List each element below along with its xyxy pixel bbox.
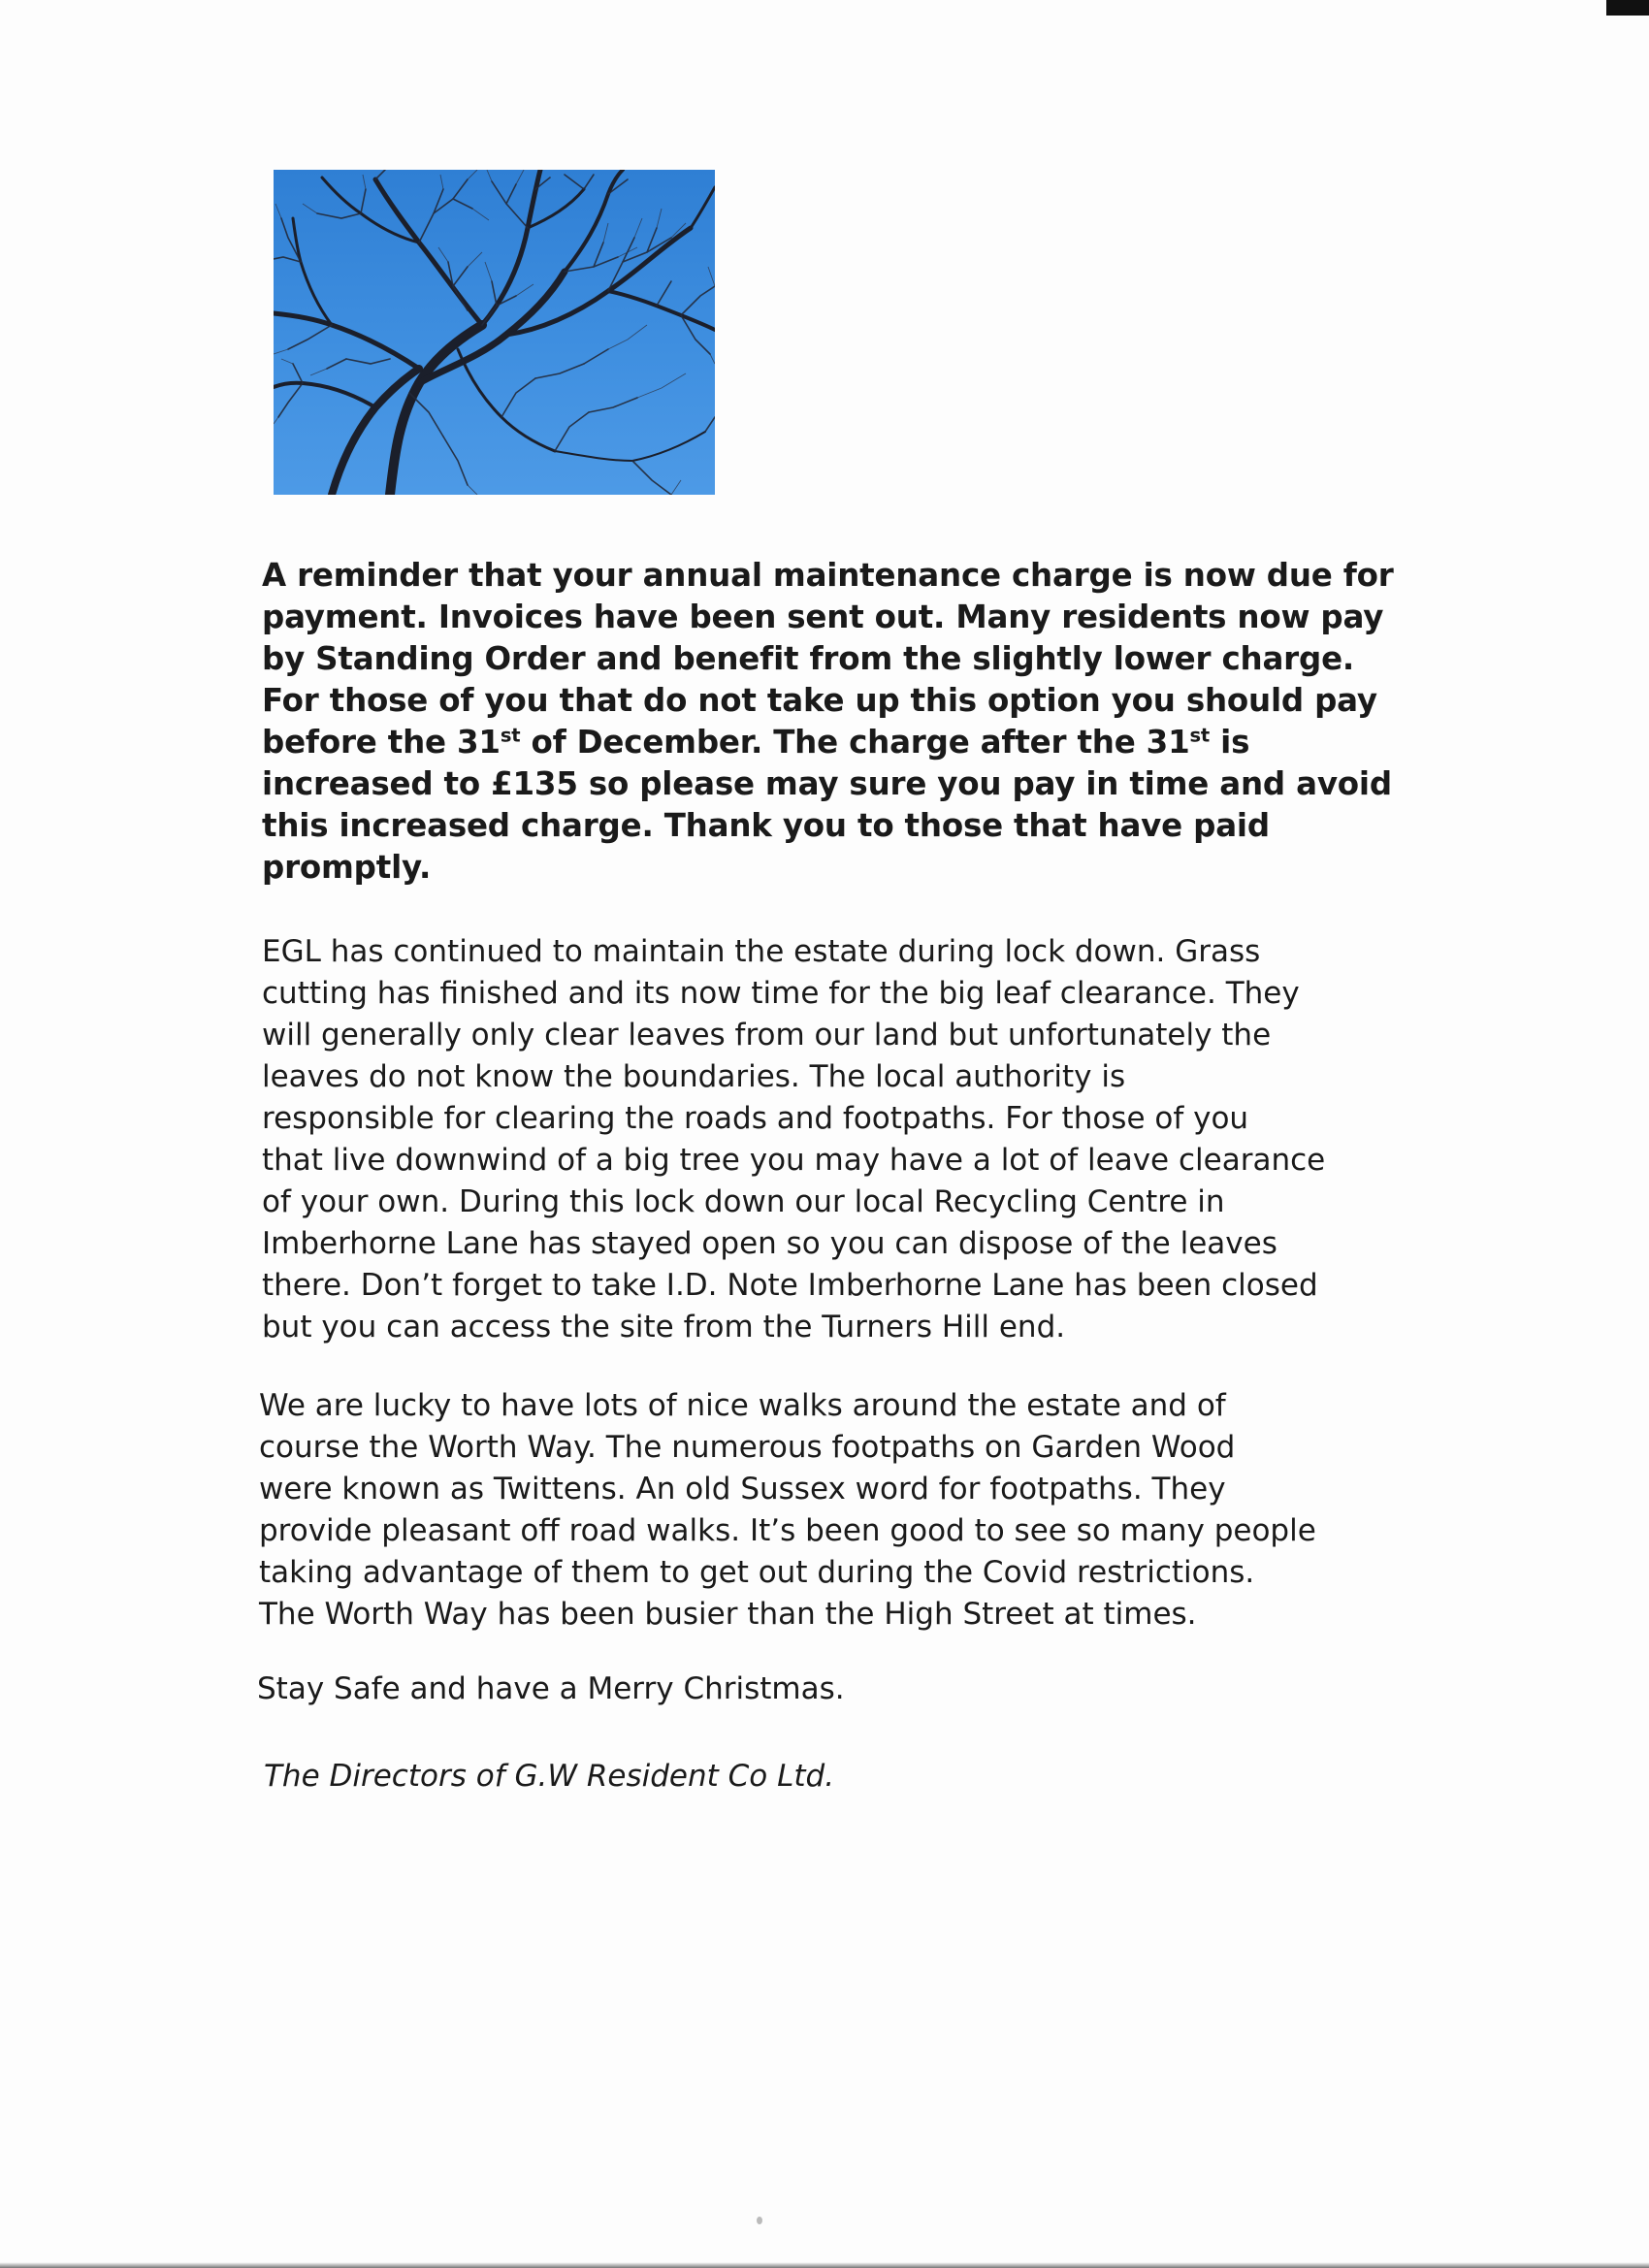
reminder-text: is xyxy=(1210,724,1250,761)
ordinal-suffix: st xyxy=(500,724,521,747)
scan-bottom-edge xyxy=(0,2262,1649,2268)
reminder-paragraph xyxy=(262,555,1394,889)
walks-line: were known as Twittens. An old Sussex word for footpaths. They xyxy=(259,1472,1226,1507)
reminder-line: For those of you that do not take up this option you should pay xyxy=(262,682,1377,719)
walks-line: We are lucky to have lots of nice walks around the estate and of xyxy=(259,1388,1226,1423)
egl-line: EGL has continued to maintain the estate during lock down. Grass xyxy=(262,934,1261,969)
reminder-line: promptly. xyxy=(262,849,432,886)
reminder-line: payment. Invoices have been sent out. Many residents now pay xyxy=(262,599,1384,635)
reminder-line: increased to £135 so please may sure you pay in time and avoid xyxy=(262,765,1392,802)
egl-line: will generally only clear leaves from our land but unfortunately the xyxy=(262,1018,1272,1053)
reminder-line: A reminder that your annual maintenance charge is now due for xyxy=(262,557,1394,594)
walks-line: course the Worth Way. The numerous footpaths on Garden Wood xyxy=(259,1430,1236,1465)
walks-paragraph xyxy=(259,1385,1345,1636)
egl-line: leaves do not know the boundaries. The local authority is xyxy=(262,1059,1126,1094)
closing-greeting: Stay Safe and have a Merry Christmas. xyxy=(257,1671,845,1706)
egl-line: of your own. During this lock down our local Recycling Centre in xyxy=(262,1184,1225,1219)
reminder-line: this increased charge. Thank you to those that have paid xyxy=(262,807,1270,844)
reminder-text: before the 31 xyxy=(262,724,501,761)
reminder-line: by Standing Order and benefit from the slightly lower charge. xyxy=(262,640,1355,677)
tree-branches-illustration xyxy=(274,170,715,495)
egl-maintenance-paragraph xyxy=(262,931,1348,1348)
walks-line: The Worth Way has been busier than the High Street at times. xyxy=(259,1597,1197,1632)
scan-speck xyxy=(757,2217,762,2224)
walks-line: provide pleasant off road walks. It’s been good to see so many people xyxy=(259,1513,1316,1548)
reminder-line xyxy=(262,722,1348,763)
signature-line: The Directors of G.W Resident Co Ltd. xyxy=(264,1759,835,1794)
egl-line: that live downwind of a big tree you may have a lot of leave clearance xyxy=(262,1143,1326,1178)
egl-line: there. Don’t forget to take I.D. Note Imberhorne Lane has been closed xyxy=(262,1268,1318,1303)
egl-line: cutting has finished and its now time for the big leaf clearance. They xyxy=(262,976,1300,1011)
egl-line: but you can access the site from the Turners Hill end. xyxy=(262,1310,1066,1345)
scan-corner-mark xyxy=(1606,0,1649,16)
egl-line: Imberhorne Lane has stayed open so you can dispose of the leaves xyxy=(262,1226,1277,1261)
reminder-text: of December. The charge after the 31 xyxy=(520,724,1190,761)
egl-line: responsible for clearing the roads and footpaths. For those of you xyxy=(262,1101,1249,1136)
ordinal-suffix: st xyxy=(1189,724,1211,747)
walks-line: taking advantage of them to get out during the Covid restrictions. xyxy=(259,1555,1255,1590)
winter-tree-photo xyxy=(274,170,715,495)
